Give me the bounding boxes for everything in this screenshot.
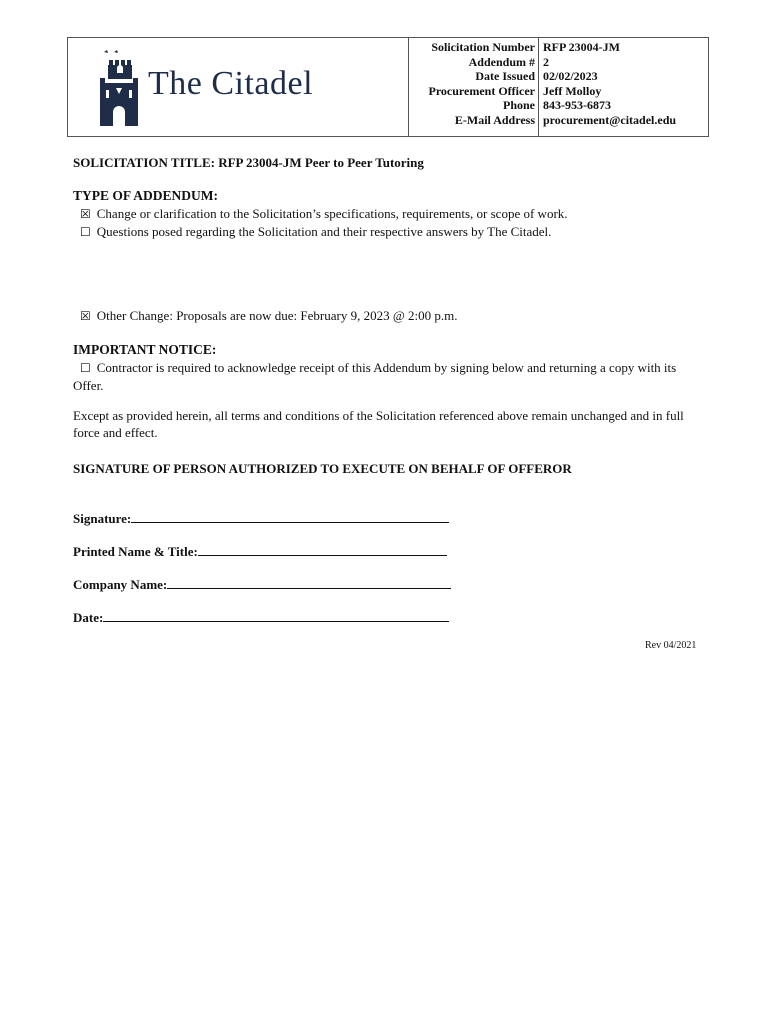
checkbox-checked-icon[interactable]: ☒ bbox=[80, 207, 91, 221]
date-field[interactable] bbox=[73, 609, 449, 626]
signature-section-heading: SIGNATURE OF PERSON AUTHORIZED TO EXECUTE ON BEHALF OF OFFEROR bbox=[73, 461, 572, 476]
addendum-label: Addendum # bbox=[468, 54, 535, 69]
important-notice-heading: IMPORTANT NOTICE: bbox=[73, 342, 217, 357]
addendum-option-text: Other Change: Proposals are now due: February 9, 2023 @ 2:00 p.m. bbox=[96, 308, 458, 323]
terms-paragraph: Except as provided herein, all terms and conditions of the Solicitation referenced above remain unchanged and in full force and effect. bbox=[73, 408, 684, 440]
solicitation-number-value: RFP 23004-JM bbox=[543, 40, 620, 54]
company-name-line[interactable] bbox=[167, 576, 451, 589]
revision-note: Rev 04/2021 bbox=[645, 640, 697, 651]
checkbox-unchecked-icon[interactable]: ☐ bbox=[80, 225, 91, 239]
checkbox-checked-icon[interactable]: ☒ bbox=[80, 309, 91, 323]
phone-value: 843-953-6873 bbox=[543, 98, 611, 112]
email-value[interactable]: procurement@citadel.edu bbox=[543, 112, 677, 127]
printed-name-label: Printed Name & Title: bbox=[73, 544, 198, 559]
signature-label: Signature: bbox=[73, 511, 132, 526]
phone-label: Phone bbox=[502, 98, 535, 112]
signature-field[interactable] bbox=[73, 510, 449, 527]
addendum-value: 2 bbox=[543, 54, 549, 69]
header-labels bbox=[408, 38, 539, 136]
solicitation-title: SOLICITATION TITLE: RFP 23004-JM Peer to Peer Tutoring bbox=[73, 155, 424, 170]
addendum-option-questions bbox=[80, 224, 551, 240]
email-label: E-Mail Address bbox=[454, 112, 535, 127]
header-values bbox=[539, 38, 709, 136]
logo-cell bbox=[68, 38, 409, 136]
solicitation-number-label: Solicitation Number bbox=[431, 40, 535, 54]
header-table bbox=[67, 37, 709, 137]
date-line[interactable] bbox=[103, 609, 449, 622]
addendum-option-other bbox=[80, 308, 458, 324]
date-issued-label: Date Issued bbox=[475, 69, 535, 83]
citadel-castle-logo-icon bbox=[98, 48, 140, 130]
important-notice-text bbox=[73, 359, 693, 394]
addendum-option-change bbox=[80, 206, 568, 222]
company-name-label: Company Name: bbox=[73, 577, 168, 592]
procurement-officer-label: Procurement Officer bbox=[428, 83, 535, 98]
addendum-option-text: Change or clarification to the Solicitation’s specifications, requirements, or scope of work. bbox=[96, 206, 568, 221]
addendum-option-text: Questions posed regarding the Solicitation and their respective answers by The Citadel. bbox=[96, 224, 552, 239]
important-notice-body: Contractor is required to acknowledge receipt of this Addendum by signing below and returning a copy with its Offer. bbox=[73, 360, 677, 393]
company-name-field[interactable] bbox=[73, 576, 451, 593]
checkbox-unchecked-icon[interactable]: ☐ bbox=[80, 361, 91, 375]
type-of-addendum-heading: TYPE OF ADDENDUM: bbox=[73, 188, 218, 203]
date-label: Date: bbox=[73, 610, 104, 625]
printed-name-field[interactable] bbox=[73, 543, 447, 560]
date-issued-value: 02/02/2023 bbox=[543, 69, 598, 83]
procurement-officer-value: Jeff Molloy bbox=[543, 83, 602, 98]
logo-text: The Citadel bbox=[148, 65, 314, 102]
printed-name-line[interactable] bbox=[198, 543, 447, 556]
signature-line[interactable] bbox=[131, 510, 449, 523]
